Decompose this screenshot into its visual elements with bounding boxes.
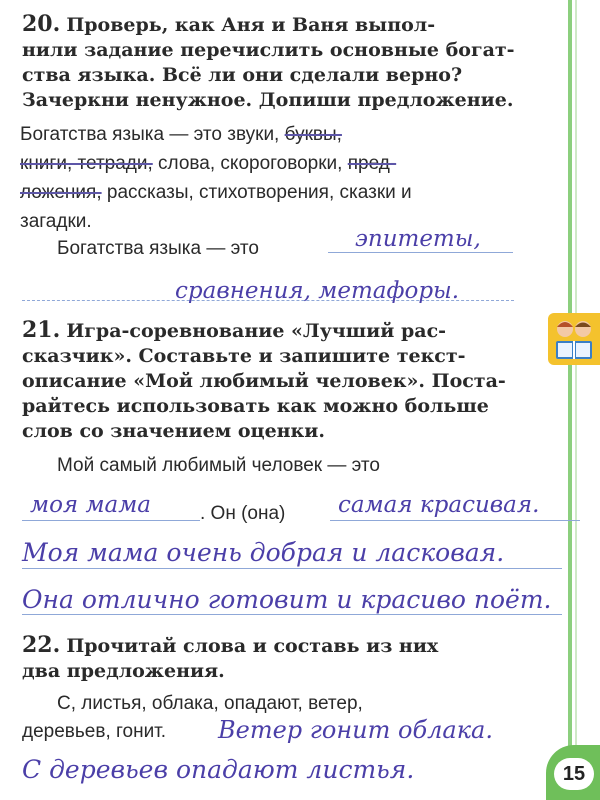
ex20-text-2b: слова, скороговорки, bbox=[158, 153, 343, 174]
page-number: 15 bbox=[554, 758, 594, 790]
exercise-20-line-4: Зачеркни ненужное. Допиши предложение. bbox=[22, 89, 514, 111]
ex22-words-1: С, листья, облака, опадают, ветер, bbox=[57, 693, 363, 714]
reading-kids-icon bbox=[548, 313, 600, 365]
ex20-answer-prompt: Богатства языка — это bbox=[57, 238, 259, 259]
exercise-22-task bbox=[22, 633, 542, 684]
ex20-struck-bukvy: буквы, bbox=[284, 124, 342, 145]
exercise-21-line-5: слов со значением оценки. bbox=[22, 420, 325, 442]
ex20-text-4: загадки. bbox=[20, 211, 92, 232]
ex22-words-2: деревьев, гонит. bbox=[22, 721, 167, 742]
ex21-handwriting-a: моя мама bbox=[30, 492, 152, 518]
ex20-answer-line-1 bbox=[328, 252, 513, 253]
exercise-21-number: 21. bbox=[22, 317, 61, 343]
ex21-prompt-2: . Он (она) bbox=[200, 503, 286, 524]
ex20-struck-lozheniya: ложения, bbox=[20, 182, 102, 203]
ex20-struck-knigi: книги, тетради, bbox=[20, 153, 153, 174]
ex21-handwriting-d: Она отлично готовит и красиво поёт. bbox=[22, 585, 552, 614]
ex21-handwriting-c: Моя мама очень добрая и ласковая. bbox=[22, 538, 505, 567]
ex22-handwriting-b: С деревьев опадают листья. bbox=[22, 755, 415, 784]
exercise-22-line-1: Прочитай слова и составь из них bbox=[66, 635, 439, 657]
exercise-22-number: 22. bbox=[22, 632, 61, 658]
exercise-20-line-3: ства языка. Всё ли они сделали верно? bbox=[22, 64, 463, 86]
exercise-20-text bbox=[20, 120, 565, 236]
ex22-handwriting-a: Ветер гонит облака. bbox=[218, 716, 493, 744]
exercise-21-line-3: описание «Мой любимый человек». Поста- bbox=[22, 370, 506, 392]
ex21-answer-line-4 bbox=[22, 614, 562, 615]
ex21-prompt: Мой самый любимый человек — это bbox=[57, 455, 380, 476]
exercise-21-line-1: Игра-соревнование «Лучший рас- bbox=[66, 320, 447, 342]
exercise-20-line-2: нили задание перечислить основные богат- bbox=[22, 39, 515, 61]
exercise-21-line-4: райтесь использовать как можно больше bbox=[22, 395, 489, 417]
ex20-handwriting-2: сравнения, метафоры. bbox=[175, 278, 460, 304]
ex20-handwriting-1: эпитеты, bbox=[355, 226, 481, 252]
ex21-handwriting-b: самая красивая. bbox=[338, 492, 540, 518]
ex21-answer-line-1 bbox=[22, 520, 200, 521]
ex20-struck-pred: пред- bbox=[347, 153, 397, 174]
ex21-answer-line-2 bbox=[330, 520, 580, 521]
exercise-21-line-2: сказчик». Составьте и запишите текст- bbox=[22, 345, 466, 367]
page-margin-bar-light bbox=[575, 0, 577, 800]
ex20-text-3b: рассказы, стихотворения, сказки и bbox=[106, 182, 412, 203]
ex21-answer-line-3 bbox=[22, 568, 562, 569]
exercise-20-number: 20. bbox=[22, 11, 61, 37]
exercise-21-task bbox=[22, 318, 562, 444]
exercise-20-line-1: Проверь, как Аня и Ваня выпол- bbox=[66, 14, 436, 36]
exercise-20-task bbox=[22, 12, 562, 113]
ex20-text-1a: Богатства языка — это звуки, bbox=[20, 124, 280, 145]
exercise-22-line-2: два предложения. bbox=[22, 660, 225, 682]
page-margin-bar bbox=[568, 0, 572, 800]
